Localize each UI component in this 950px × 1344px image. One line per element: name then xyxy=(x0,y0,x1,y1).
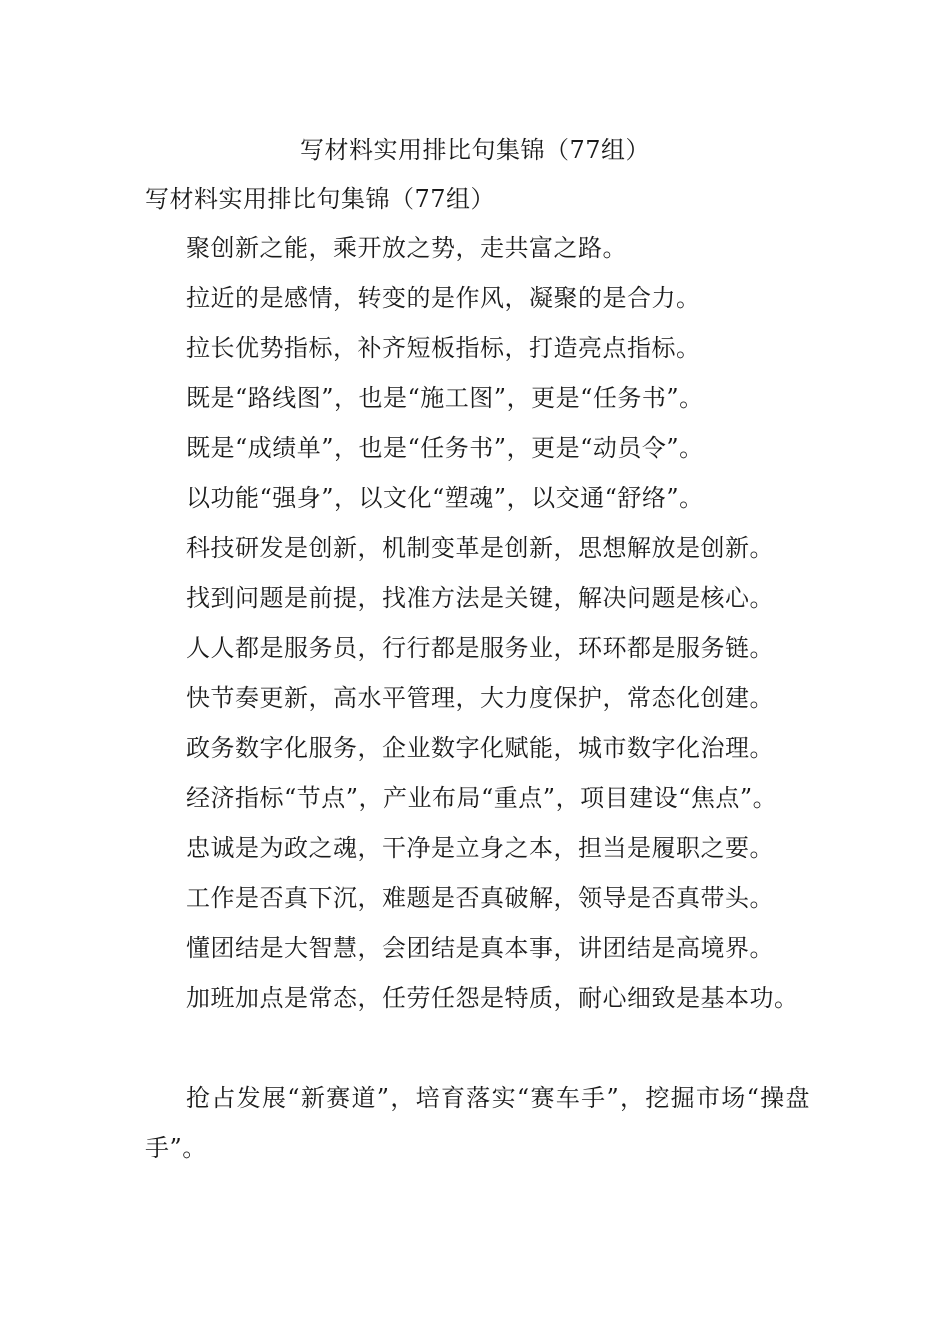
sentence-line: 懂团结是大智慧，会团结是真本事，讲团结是高境界。 xyxy=(186,934,774,962)
document-subtitle: 写材料实用排比句集锦（77组） xyxy=(145,185,496,213)
sentence-line: 忠诚是为政之魂，干净是立身之本，担当是履职之要。 xyxy=(186,834,774,862)
sentence-line: 聚创新之能，乘开放之势，走共富之路。 xyxy=(186,234,627,262)
sentence-line: 既是“路线图”，也是“施工图”，更是“任务书”。 xyxy=(186,384,704,412)
sentence-line: 加班加点是常态，任劳任怨是特质，耐心细致是基本功。 xyxy=(186,984,799,1012)
sentence-line: 人人都是服务员，行行都是服务业，环环都是服务链。 xyxy=(186,634,774,662)
paragraph-gap xyxy=(145,1023,810,1073)
sentence-line: 抢占发展“新赛道”，培育落实“赛车手”，挖掘市场“操盘手”。 xyxy=(145,1084,810,1162)
sentence-line: 以功能“强身”，以文化“塑魂”，以交通“舒络”。 xyxy=(186,484,704,512)
sentence-line: 既是“成绩单”，也是“任务书”，更是“动员令”。 xyxy=(186,434,704,462)
sentence-line: 找到问题是前提，找准方法是关键，解决问题是核心。 xyxy=(186,584,774,612)
sentence-line: 工作是否真下沉，难题是否真破解，领导是否真带头。 xyxy=(186,884,774,912)
sentence-line: 政务数字化服务，企业数字化赋能，城市数字化治理。 xyxy=(186,734,774,762)
sentence-line: 拉长优势指标，补齐短板指标，打造亮点指标。 xyxy=(186,334,701,362)
sentence-line: 科技研发是创新，机制变革是创新，思想解放是创新。 xyxy=(186,534,774,562)
document-title: 写材料实用排比句集锦（77组） xyxy=(299,136,651,164)
sentence-line: 拉近的是感情，转变的是作风，凝聚的是合力。 xyxy=(186,284,701,312)
sentence-line: 经济指标“节点”，产业布局“重点”，项目建设“焦点”。 xyxy=(186,784,778,812)
sentence-list xyxy=(145,223,810,1173)
sentence-line: 快节奏更新，高水平管理，大力度保护，常态化创建。 xyxy=(186,684,774,712)
